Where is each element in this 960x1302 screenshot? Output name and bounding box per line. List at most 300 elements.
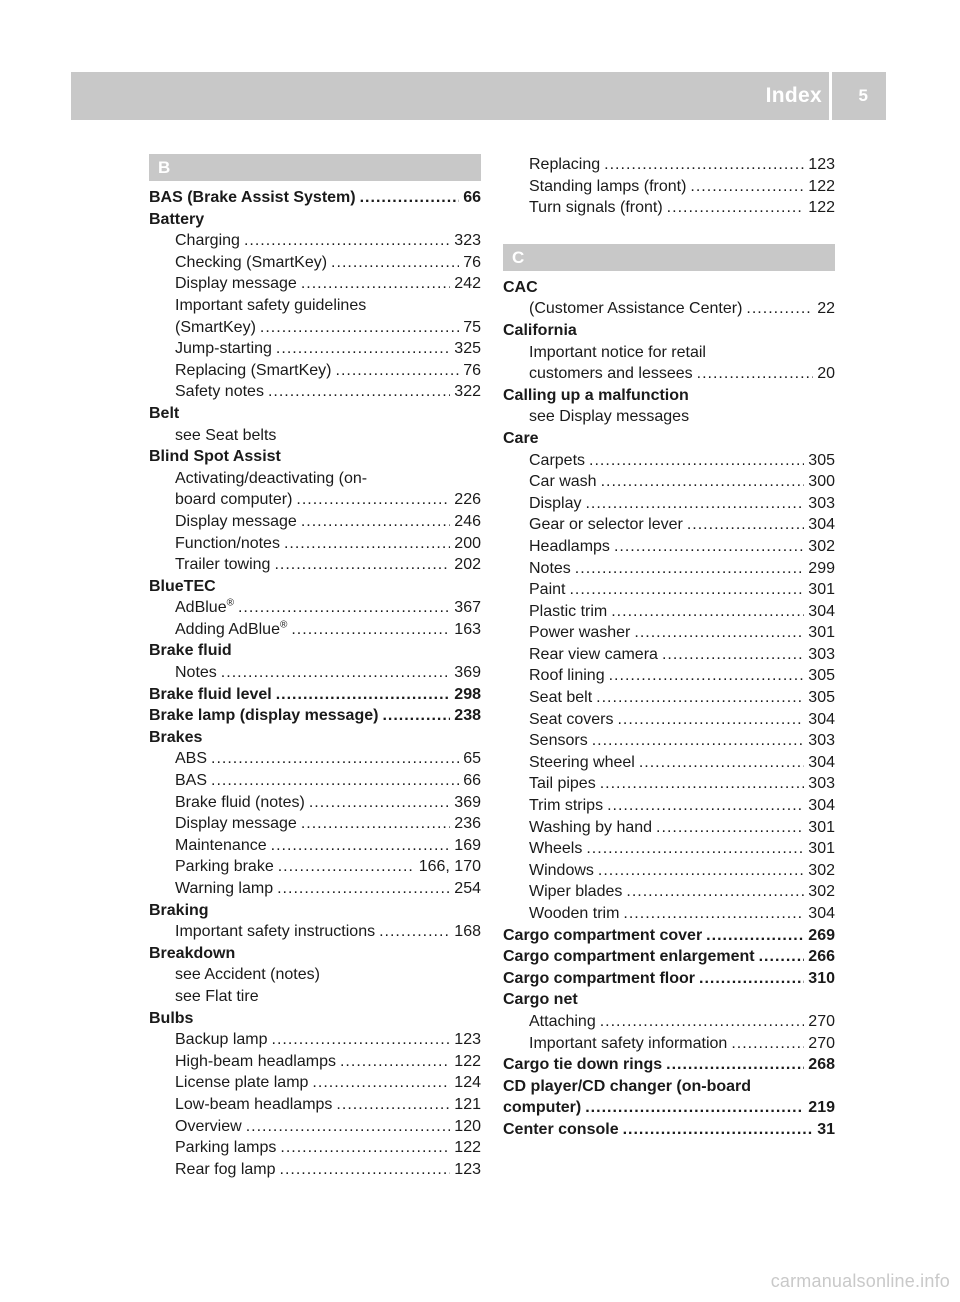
page-ref: 305	[808, 667, 835, 685]
index-entry	[149, 230, 481, 252]
entry-text: Parking brake	[175, 858, 274, 876]
entry-text: Wheels	[529, 840, 583, 858]
entry-text: Standing lamps (front)	[529, 177, 687, 195]
entry-text: Braking	[149, 901, 209, 919]
entry-text: CD player/CD changer (on-board	[503, 1077, 752, 1095]
entry-text: Adding AdBlue®	[175, 619, 288, 638]
index-entry	[503, 1097, 835, 1119]
dot-leader	[667, 197, 805, 219]
index-entry	[503, 709, 835, 731]
page-ref: 66	[463, 189, 481, 206]
index-entry	[503, 428, 835, 450]
dot-leader	[592, 730, 805, 752]
entry-text: Seat covers	[529, 710, 614, 728]
entry-text: Battery	[149, 210, 205, 228]
index-entry	[503, 363, 835, 385]
entry-text: High-beam headlamps	[175, 1052, 336, 1070]
dot-leader	[607, 795, 804, 817]
page-ref: 302	[808, 861, 835, 879]
index-entry	[149, 813, 481, 835]
index-entry	[503, 298, 835, 320]
dot-leader	[569, 579, 804, 601]
entry-text: Cargo net	[503, 991, 578, 1009]
entry-text: Gear or selector lever	[529, 516, 683, 534]
index-entry	[503, 406, 835, 428]
entry-text: (SmartKey)	[175, 318, 256, 336]
page-ref: 122	[808, 199, 835, 217]
page-ref: 310	[808, 969, 835, 987]
page-ref: 122	[808, 177, 835, 195]
entry-text: CAC	[503, 278, 538, 296]
page-ref: 31	[817, 1120, 835, 1138]
page-ref: 305	[808, 689, 835, 707]
entry-text: Trailer towing	[175, 556, 271, 574]
dot-leader	[246, 1116, 451, 1138]
index-entry	[149, 900, 481, 922]
entry-text: Roof lining	[529, 667, 605, 685]
index-entry	[503, 558, 835, 580]
entry-text: Brake fluid (notes)	[175, 793, 305, 811]
index-entry	[503, 536, 835, 558]
index-entry	[149, 640, 481, 662]
index-entry	[149, 1137, 481, 1159]
page-ref: 124	[454, 1074, 481, 1092]
entry-text: Brake fluid	[149, 642, 232, 660]
index-title: Index	[765, 84, 822, 107]
index-entry	[149, 1029, 481, 1051]
index-entry	[503, 946, 835, 968]
dot-leader	[296, 489, 450, 511]
entry-text: Activating/deactivating (on-	[175, 469, 368, 487]
entry-text: Jump-starting	[175, 340, 272, 358]
entry-text: Important safety instructions	[175, 923, 376, 941]
index-entry	[149, 1159, 481, 1181]
index-entry	[503, 644, 835, 666]
right-index-list	[503, 277, 835, 1141]
page-ref: 123	[808, 156, 835, 173]
entry-text: Replacing (SmartKey)	[175, 361, 332, 379]
index-entry	[503, 342, 835, 364]
index-entry	[149, 921, 481, 943]
index-entry	[149, 986, 481, 1008]
page-ref: 123	[454, 1031, 481, 1049]
entry-text: Backup lamp	[175, 1031, 268, 1049]
index-entry	[149, 317, 481, 339]
entry-text: Important safety guidelines	[175, 296, 367, 314]
page-ref: 268	[808, 1056, 835, 1074]
dot-leader	[277, 878, 450, 900]
index-entry	[503, 925, 835, 947]
entry-text: Parking lamps	[175, 1139, 277, 1157]
dot-leader	[280, 1137, 450, 1159]
entry-text: Cargo compartment cover	[503, 926, 703, 944]
dot-leader	[291, 619, 450, 641]
page-ref: 20	[817, 365, 835, 383]
page-ref: 168	[454, 923, 481, 941]
index-entry	[149, 748, 481, 770]
entry-text: Belt	[149, 404, 180, 422]
dot-leader	[211, 770, 459, 792]
header-divider	[829, 72, 832, 120]
index-entry	[503, 471, 835, 493]
entry-text: Carpets	[529, 451, 586, 469]
entry-text: Notes	[175, 664, 217, 682]
entry-text: see Accident (notes)	[175, 966, 320, 984]
entry-text: Rear view camera	[529, 645, 658, 663]
dot-leader	[666, 1054, 804, 1076]
dot-leader	[211, 748, 459, 770]
index-entry	[149, 425, 481, 447]
dot-leader	[687, 514, 804, 536]
page-ref: 303	[808, 732, 835, 750]
dot-leader	[309, 792, 450, 814]
entry-text: Wiper blades	[529, 883, 623, 901]
index-entry	[503, 176, 835, 198]
entry-text: AdBlue®	[175, 597, 234, 617]
index-entry	[149, 878, 481, 900]
index-entry	[149, 468, 481, 490]
entry-text: License plate lamp	[175, 1074, 309, 1092]
dot-leader	[278, 856, 415, 878]
index-entry	[503, 838, 835, 860]
entry-text: Display message	[175, 815, 297, 833]
index-entry	[503, 687, 835, 709]
entry-text: Blind Spot Assist	[149, 448, 281, 466]
dot-leader	[598, 860, 804, 882]
dot-leader	[340, 1051, 450, 1073]
registered-mark: ®	[226, 597, 234, 609]
page-ref: 226	[454, 491, 481, 509]
index-entry	[149, 662, 481, 684]
page-ref: 303	[808, 645, 835, 663]
page-ref: 122	[454, 1139, 481, 1157]
index-entry	[503, 752, 835, 774]
entry-text: Brake fluid level	[149, 685, 272, 703]
dot-leader	[260, 317, 459, 339]
index-entry	[503, 665, 835, 687]
left-index-list	[149, 187, 481, 1180]
dot-leader	[312, 1072, 450, 1094]
dot-leader	[634, 622, 804, 644]
dot-leader	[690, 176, 804, 198]
index-entry	[503, 154, 835, 176]
entry-text: Attaching	[529, 1012, 596, 1030]
index-entry	[503, 903, 835, 925]
entry-text: BlueTEC	[149, 577, 216, 595]
entry-text: (Customer Assistance Center)	[529, 300, 743, 318]
page-ref: 304	[808, 905, 835, 922]
dot-leader	[600, 1011, 805, 1033]
page-ref: 301	[808, 818, 835, 836]
page-ref: 305	[808, 451, 835, 469]
entry-text: Headlamps	[529, 537, 610, 555]
dot-leader	[626, 881, 804, 903]
entry-text: Checking (SmartKey)	[175, 253, 328, 271]
page-ref: 325	[454, 340, 481, 358]
index-entry	[149, 295, 481, 317]
page-ref: 304	[808, 797, 835, 815]
entry-text: Bulbs	[149, 1009, 194, 1027]
index-entry	[503, 1119, 835, 1141]
dot-leader	[614, 536, 804, 558]
page-ref: 303	[808, 494, 835, 512]
entry-text: Cargo compartment enlargement	[503, 948, 755, 966]
index-entry	[149, 252, 481, 274]
index-entry	[149, 835, 481, 857]
page-ref: 270	[808, 1034, 835, 1052]
dot-leader	[276, 338, 450, 360]
entry-text: Paint	[529, 581, 566, 599]
index-entry	[149, 338, 481, 360]
index-entry	[149, 619, 481, 641]
entry-text: Charging	[175, 232, 240, 250]
page-ref: 122	[454, 1052, 481, 1070]
index-entry	[149, 597, 481, 619]
index-entry	[503, 968, 835, 990]
page-ref: 302	[808, 883, 835, 901]
page-ref: 266	[808, 948, 835, 966]
dot-leader	[221, 662, 451, 684]
entry-text: board computer)	[175, 491, 293, 509]
page-ref: 202	[454, 556, 481, 574]
dot-leader	[379, 921, 450, 943]
index-entry	[149, 1008, 481, 1030]
dot-leader	[271, 835, 451, 857]
page-ref: 304	[808, 710, 835, 728]
index-entry	[149, 705, 481, 727]
index-entry	[503, 514, 835, 536]
page-ref: 301	[808, 840, 835, 858]
index-entry	[503, 197, 835, 219]
page-header	[71, 72, 886, 120]
dot-leader	[301, 273, 450, 295]
entry-text: Rear fog lamp	[175, 1160, 276, 1178]
entry-text: Display message	[175, 512, 297, 530]
entry-text: customers and lessees	[529, 365, 693, 383]
entry-text: Wooden trim	[529, 905, 620, 922]
entry-text: Turn signals (front)	[529, 199, 663, 217]
index-entry	[503, 1033, 835, 1055]
index-entry	[503, 277, 835, 299]
index-entry	[503, 881, 835, 903]
page-ref: 323	[454, 232, 481, 250]
dot-leader	[585, 1097, 804, 1119]
page-ref: 65	[463, 750, 481, 768]
index-entry	[149, 209, 481, 231]
index-entry	[503, 989, 835, 1011]
page-ref: 369	[454, 793, 481, 811]
entry-text: Power washer	[529, 624, 631, 642]
page-ref: 169	[454, 836, 481, 854]
dot-leader	[280, 1159, 451, 1181]
page-ref: 302	[808, 537, 835, 555]
dot-leader	[601, 471, 805, 493]
section-header-c: C	[503, 244, 835, 271]
index-entry	[149, 943, 481, 965]
watermark: carmanualsonline.info	[770, 1271, 950, 1291]
dot-leader	[331, 252, 459, 274]
entry-text: Low-beam headlamps	[175, 1095, 333, 1113]
index-entry	[149, 684, 481, 706]
entry-text: Cargo compartment floor	[503, 969, 696, 987]
right-column	[503, 154, 835, 1141]
index-entry	[149, 511, 481, 533]
entry-text: see Display messages	[529, 408, 690, 426]
index-entry	[503, 1054, 835, 1076]
index-entry	[503, 773, 835, 795]
entry-text: computer)	[503, 1099, 582, 1117]
dot-leader	[746, 298, 813, 320]
page-ref: 303	[808, 775, 835, 793]
page-ref: 301	[808, 624, 835, 642]
index-entry	[149, 964, 481, 986]
dot-leader	[656, 817, 804, 839]
dot-leader	[360, 187, 460, 209]
entry-text: Seat belt	[529, 689, 593, 707]
page-ref: 299	[808, 559, 835, 577]
dot-leader	[611, 601, 804, 623]
entry-text: Function/notes	[175, 534, 280, 552]
page-ref: 246	[454, 512, 481, 530]
entry-text: Brake lamp (display message)	[149, 707, 379, 725]
dot-leader	[276, 684, 451, 706]
index-entry	[149, 1072, 481, 1094]
entry-text: Important safety information	[529, 1034, 728, 1052]
index-entry	[503, 817, 835, 839]
dot-leader	[272, 1029, 451, 1051]
entry-text: BAS (Brake Assist System)	[149, 189, 356, 206]
dot-leader	[609, 665, 805, 687]
entry-text: Important notice for retail	[529, 343, 706, 361]
index-entry	[149, 403, 481, 425]
page-ref: 163	[454, 620, 481, 638]
page-ref: 367	[454, 599, 481, 617]
dot-leader	[759, 946, 805, 968]
index-entry	[503, 1076, 835, 1098]
dot-leader	[336, 1094, 450, 1116]
dot-leader	[575, 558, 805, 580]
index-entry	[503, 860, 835, 882]
page-ref: 300	[808, 473, 835, 491]
dot-leader	[662, 644, 804, 666]
entry-text: Display message	[175, 275, 297, 293]
entry-text: Plastic trim	[529, 602, 608, 620]
entry-text: Windows	[529, 861, 594, 879]
entry-text: California	[503, 321, 577, 339]
entry-text: see Flat tire	[175, 987, 259, 1005]
entry-text: Maintenance	[175, 836, 267, 854]
page-ref: 76	[463, 253, 481, 271]
page-ref: 121	[454, 1095, 481, 1113]
entry-text: Notes	[529, 559, 571, 577]
index-entry	[149, 792, 481, 814]
dot-leader	[697, 363, 814, 385]
page-ref: 76	[463, 361, 481, 379]
page-ref: 236	[454, 815, 481, 833]
entry-text: Care	[503, 429, 539, 447]
dot-leader	[585, 493, 804, 515]
index-entry	[149, 533, 481, 555]
index-entry	[149, 770, 481, 792]
index-entry	[503, 730, 835, 752]
dot-leader	[268, 381, 450, 403]
dot-leader	[623, 1119, 814, 1141]
dot-leader	[706, 925, 804, 947]
index-entry	[503, 601, 835, 623]
index-entry	[149, 446, 481, 468]
index-entry	[149, 1116, 481, 1138]
entry-text: Warning lamp	[175, 880, 274, 897]
dot-leader	[604, 154, 804, 176]
entry-text: Washing by hand	[529, 818, 653, 836]
page-ref: 322	[454, 383, 481, 401]
index-entry	[149, 576, 481, 598]
page-ref: 269	[808, 926, 835, 944]
dot-leader	[301, 511, 450, 533]
entry-text: Cargo tie down rings	[503, 1056, 663, 1074]
page-ref: 123	[454, 1160, 481, 1178]
index-entry	[149, 360, 481, 382]
entry-text: Car wash	[529, 473, 597, 491]
page-ref: 369	[454, 664, 481, 682]
entry-text: Breakdown	[149, 944, 236, 962]
entry-text: Calling up a malfunction	[503, 386, 689, 404]
page-ref: 66	[463, 772, 481, 790]
index-entry	[503, 385, 835, 407]
entry-text: Safety notes	[175, 383, 264, 401]
index-entry	[503, 1011, 835, 1033]
entry-text: Overview	[175, 1117, 242, 1135]
page-ref: 298	[454, 685, 481, 703]
entry-text: Display	[529, 494, 582, 512]
dot-leader	[617, 709, 804, 731]
entry-text: Brakes	[149, 728, 203, 746]
dot-leader	[284, 533, 450, 555]
page-ref: 242	[454, 275, 481, 293]
right-continued-list	[503, 154, 835, 219]
index-entry	[503, 622, 835, 644]
dot-leader	[274, 554, 450, 576]
dot-leader	[586, 838, 804, 860]
index-entry	[503, 795, 835, 817]
page-number: 5	[858, 86, 868, 105]
page-ref: 254	[454, 880, 481, 897]
page-ref: 270	[808, 1012, 835, 1030]
dot-leader	[699, 968, 804, 990]
page-ref: 238	[454, 707, 481, 725]
index-entry	[149, 727, 481, 749]
section-header-b: B	[149, 154, 481, 181]
index-entry	[503, 450, 835, 472]
entry-text: Trim strips	[529, 797, 604, 815]
index-entry	[503, 320, 835, 342]
entry-text: Center console	[503, 1120, 619, 1138]
entry-text: Steering wheel	[529, 753, 635, 771]
dot-leader	[639, 752, 804, 774]
page-ref: 304	[808, 753, 835, 771]
index-entry	[149, 554, 481, 576]
page-ref: 75	[463, 318, 481, 336]
page-ref: 301	[808, 581, 835, 599]
index-entry	[149, 381, 481, 403]
index-entry	[503, 493, 835, 515]
dot-leader	[731, 1033, 804, 1055]
left-column	[149, 154, 481, 1180]
page-ref: 304	[808, 516, 835, 534]
index-entry	[149, 856, 481, 878]
entry-text: Tail pipes	[529, 775, 596, 793]
index-entry	[149, 1094, 481, 1116]
